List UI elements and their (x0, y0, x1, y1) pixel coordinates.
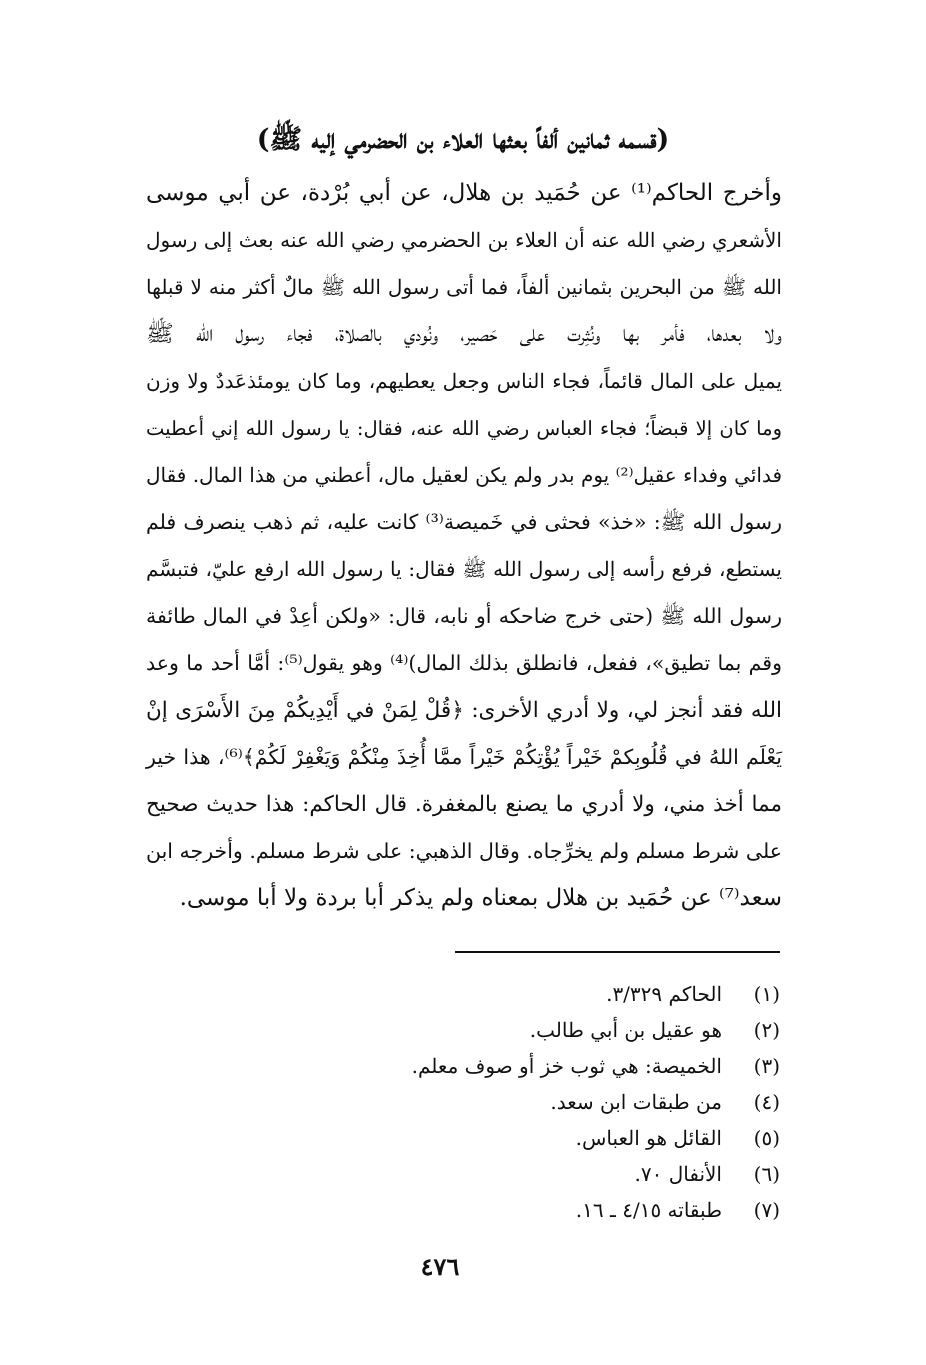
body-line: سعد⁽⁷⁾ عن حُمَيد بن هلال بمعناه ولم يذكر أبا بردة ولا أبا موسى. (179, 885, 782, 911)
footnote-text: القائل هو العباس. (575, 1126, 722, 1150)
section-title: (قسمه ثمانين ألفاً بعثها العلاء بن الحضرمي إليه ﷺ) (256, 124, 670, 155)
body-line: يستطع، فرفع رأسه إلى رسول الله ﷺ فقال: يا رسول الله ارفع عليّ، فتبسَّم (146, 557, 782, 581)
footnote-number: (٣) (753, 1054, 780, 1078)
body-line: الله فقد أنجز لي، ولا أدري الأخرى: ﴿قُلْ لِمَنْ في أَيْدِيكُمْ مِنَ الأَسْرَى إنْ (146, 698, 782, 723)
page-number: ٤٧٦ (420, 1252, 460, 1281)
body-line: وما كان إلا قبضاً؛ فجاء العباس رضي الله عنه، فقال: يا رسول الله إني أعطيت (146, 417, 782, 440)
footnote-number: (٧) (753, 1198, 780, 1222)
footnote-text: من طبقات ابن سعد. (550, 1090, 722, 1114)
footnote-text: هو عقيل بن أبي طالب. (529, 1018, 722, 1042)
body-line: وقم بما تطيق»، ففعل، فانطلق بذلك المال)⁽⁴⁾ وهو يقول⁽⁵⁾: أمَّا أحد ما وعد (146, 651, 782, 675)
footnote-text: الأنفال ٧٠. (634, 1162, 722, 1186)
footnote (200, 1156, 780, 1192)
body-line: رسول الله ﷺ: «خذ» فحثى في خَميصة⁽³⁾ كانت عليه، ثم ذهب ينصرف فلم (146, 510, 782, 534)
footnote (200, 1048, 780, 1084)
footnote-text: الخميصة: هي ثوب خز أو صوف معلم. (411, 1054, 722, 1078)
footnote (200, 976, 780, 1012)
footnote (200, 1012, 780, 1048)
body-line: الأشعري رضي الله عنه أن العلاء بن الحضرمي رضي الله عنه بعث إلى رسول (146, 228, 782, 252)
body-line: يَعْلَم اللهُ في قُلُوبِكمْ خَيْراً يُؤْتِكُمْ خَيْراً ممَّا أُخِذَ مِنْكُمْ وَيَغْفِرْ لَكُمْ﴾⁽⁶⁾، هذا خير (146, 745, 782, 769)
body-line: ولا بعدها، فأمر بها ونُثِرت على حَصير، ونُودي بالصلاة، فجاء رسول الله ﷺ (146, 321, 782, 347)
footnote-number: (٢) (753, 1018, 780, 1042)
body-line: رسول الله ﷺ (حتى خرج ضاحكه أو نابه، قال: «ولكن أعِدْ في المال طائفة (146, 604, 782, 628)
footnote (200, 1120, 780, 1156)
footnote-number: (٦) (753, 1162, 780, 1186)
body-line: وأخرج الحاكم⁽¹⁾ عن حُمَيد بن هلال، عن أبي بُرْدة، عن أبي موسى (146, 180, 782, 206)
body-line: الله ﷺ من البحرين بثمانين ألفاً، فما أتى رسول الله ﷺ مالٌ أكثر منه لا قبلها (146, 275, 782, 299)
footnote (200, 1192, 780, 1228)
body-line: يميل على المال قائماً، فجاء الناس وجعل يعطيهم، وما كان يومئذعَددٌ ولا وزن (146, 369, 782, 393)
footnote-number: (٥) (753, 1126, 780, 1150)
footnotes (200, 976, 780, 1228)
footnote-text: الحاكم ٣/٣٢٩. (606, 982, 722, 1006)
footnote-text: طبقاته ٤/١٥ ـ ١٦. (575, 1198, 722, 1222)
footnote-number: (٤) (753, 1090, 780, 1114)
body-line: فدائي وفداء عقيل⁽²⁾ يوم بدر ولم يكن لعقيل مال، أعطني من هذا المال. فقال (146, 463, 783, 487)
body-line: على شرط مسلم ولم يخرِّجاه. وقال الذهبي: على شرط مسلم. وأخرجه ابن (146, 839, 782, 863)
footnote-separator (455, 951, 780, 953)
body-line: مما أخذ مني، ولا أدري ما يصنع بالمغفرة. قال الحاكم: هذا حديث صحيح (146, 792, 782, 817)
footnote (200, 1084, 780, 1120)
footnote-number: (١) (753, 982, 780, 1006)
body-text (146, 170, 782, 922)
